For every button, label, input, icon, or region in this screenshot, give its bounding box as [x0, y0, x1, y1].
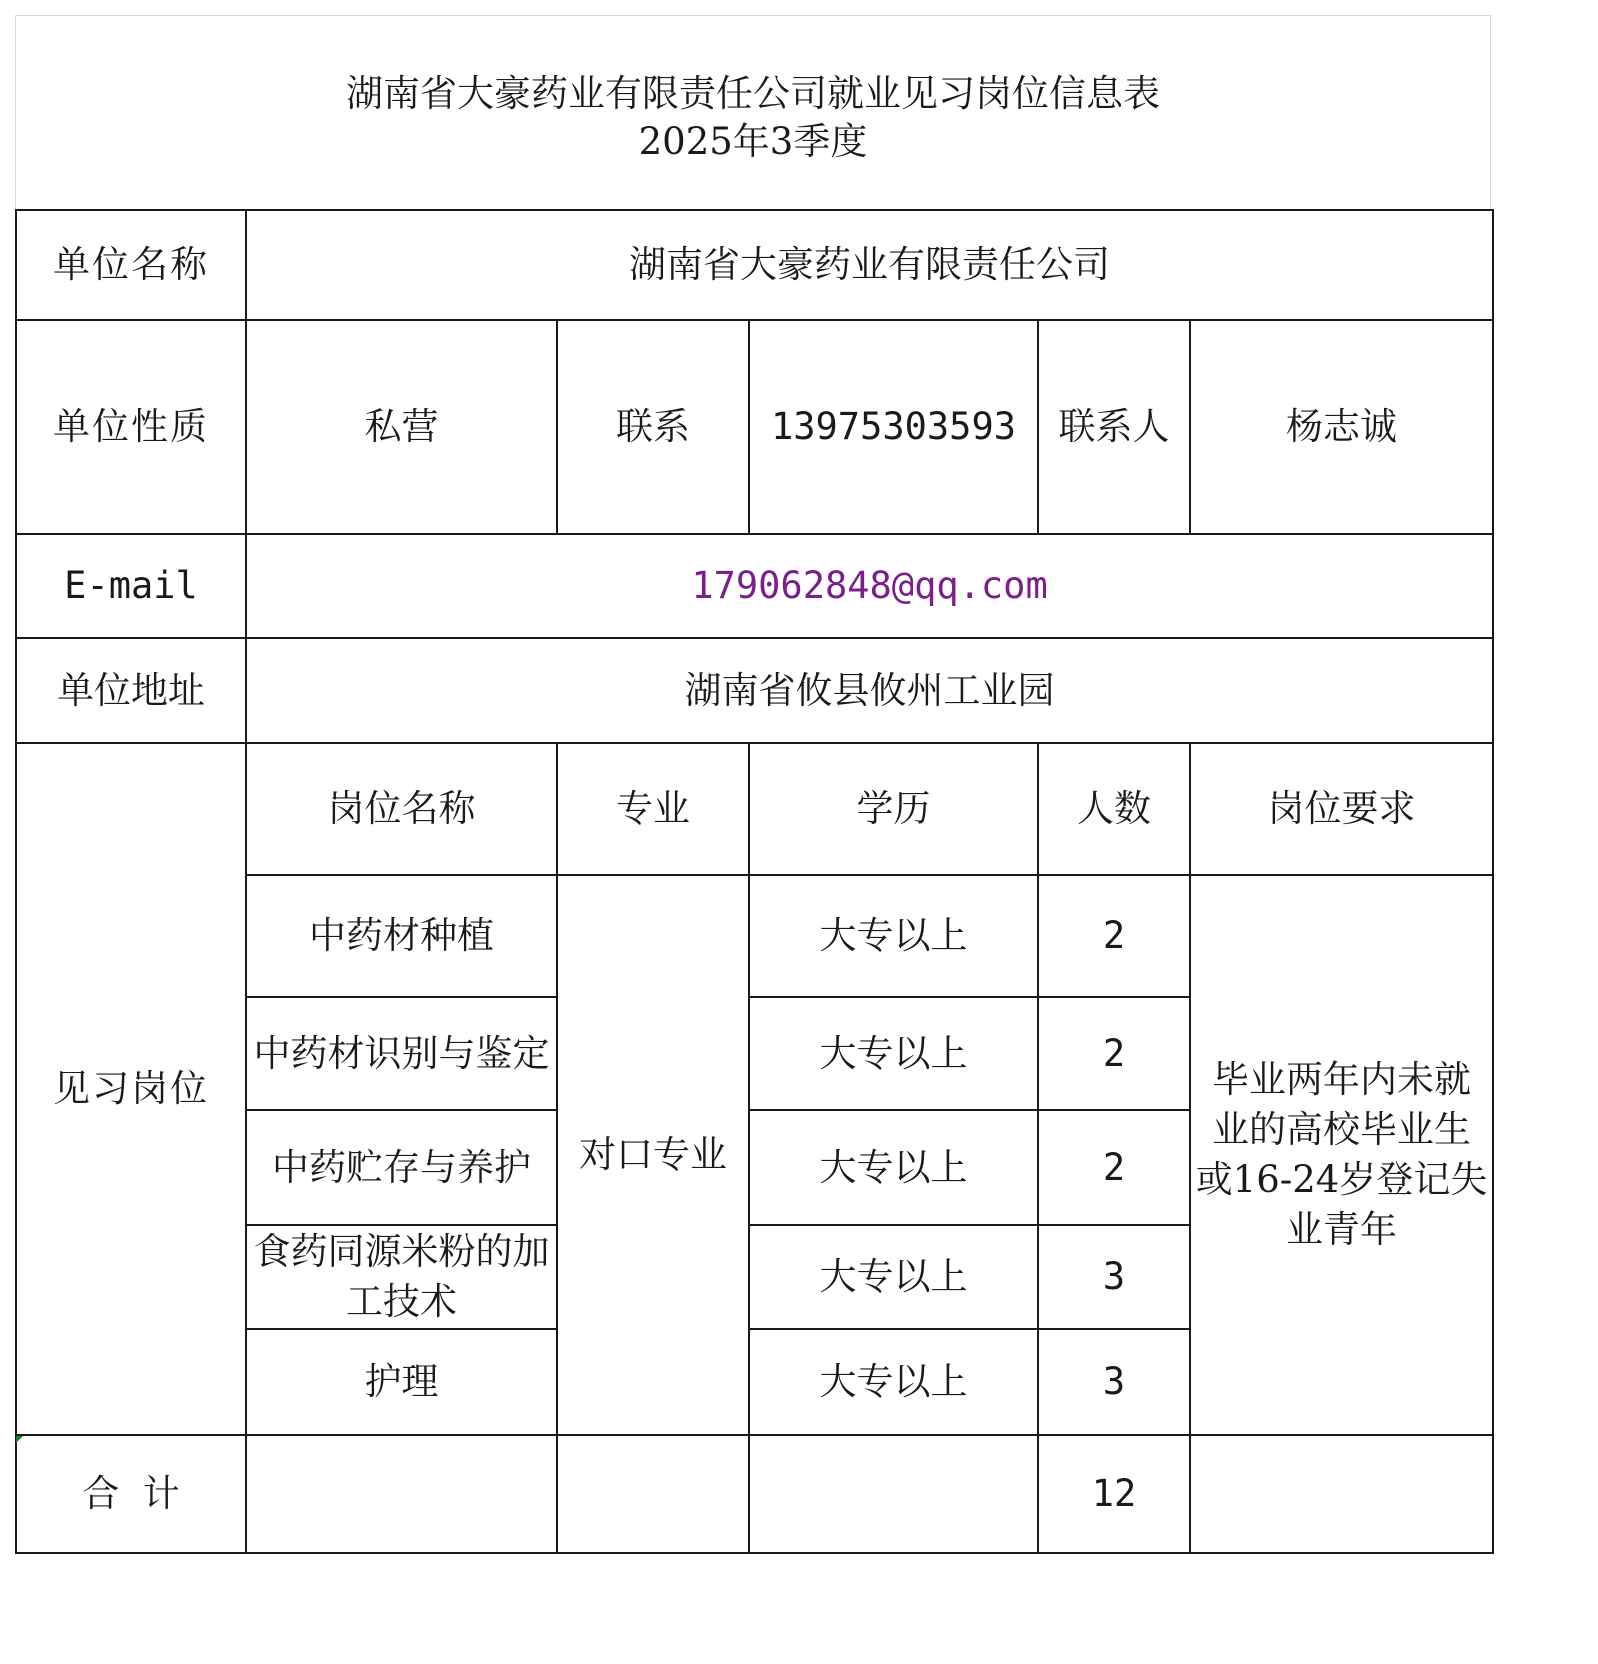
row-total	[16, 1435, 1493, 1553]
total-label: 合 计	[16, 1435, 246, 1553]
position-count: 2	[1038, 875, 1190, 997]
header-requirement: 岗位要求	[1190, 743, 1493, 875]
contact-phone: 13975303593	[749, 320, 1038, 534]
address-value: 湖南省攸县攸州工业园	[246, 638, 1493, 743]
row-company-nature	[16, 320, 1493, 534]
total-empty-cell	[749, 1435, 1038, 1553]
info-table	[15, 209, 1494, 1554]
page-subtitle-period: 2025年3季度	[638, 120, 868, 163]
row-address	[16, 638, 1493, 743]
header-major: 专业	[557, 743, 749, 875]
position-count: 2	[1038, 997, 1190, 1110]
total-empty-cell	[246, 1435, 557, 1553]
company-nature-label: 单位性质	[16, 320, 246, 534]
cell-indicator-mark	[16, 1436, 23, 1443]
contact-person-value: 杨志诚	[1190, 320, 1493, 534]
total-count: 12	[1038, 1435, 1190, 1553]
contact-person-label: 联系人	[1038, 320, 1190, 534]
position-name: 中药材识别与鉴定	[246, 997, 557, 1110]
page-title: 湖南省大豪药业有限责任公司就业见习岗位信息表	[346, 72, 1160, 115]
position-name: 食药同源米粉的加工技术	[246, 1225, 557, 1329]
address-label: 单位地址	[16, 638, 246, 743]
total-empty-cell	[557, 1435, 749, 1553]
position-education: 大专以上	[749, 1225, 1038, 1329]
company-name-value: 湖南省大豪药业有限责任公司	[246, 210, 1493, 320]
position-major: 对口专业	[557, 875, 749, 1435]
company-name-label: 单位名称	[16, 210, 246, 320]
position-name: 中药贮存与养护	[246, 1110, 557, 1225]
positions-section-label: 见习岗位	[16, 743, 246, 1435]
position-count: 2	[1038, 1110, 1190, 1225]
row-email	[16, 534, 1493, 638]
position-education: 大专以上	[749, 875, 1038, 997]
row-company-name	[16, 210, 1493, 320]
position-education: 大专以上	[749, 1329, 1038, 1435]
header-count: 人数	[1038, 743, 1190, 875]
total-empty-cell	[1190, 1435, 1493, 1553]
position-count: 3	[1038, 1225, 1190, 1329]
header-education: 学历	[749, 743, 1038, 875]
email-link[interactable]: 179062848@qq.com	[246, 534, 1493, 638]
position-name: 护理	[246, 1329, 557, 1435]
email-label: E-mail	[16, 534, 246, 638]
header-position-name: 岗位名称	[246, 743, 557, 875]
position-count: 3	[1038, 1329, 1190, 1435]
position-education: 大专以上	[749, 997, 1038, 1110]
title-box	[15, 15, 1491, 209]
contact-label: 联系	[557, 320, 749, 534]
position-name: 中药材种植	[246, 875, 557, 997]
sheet	[15, 15, 1598, 1664]
position-education: 大专以上	[749, 1110, 1038, 1225]
company-nature-value: 私营	[246, 320, 557, 534]
row-position-headers	[16, 743, 1493, 875]
position-requirement: 毕业两年内未就业的高校毕业生或16-24岁登记失业青年	[1190, 875, 1493, 1435]
